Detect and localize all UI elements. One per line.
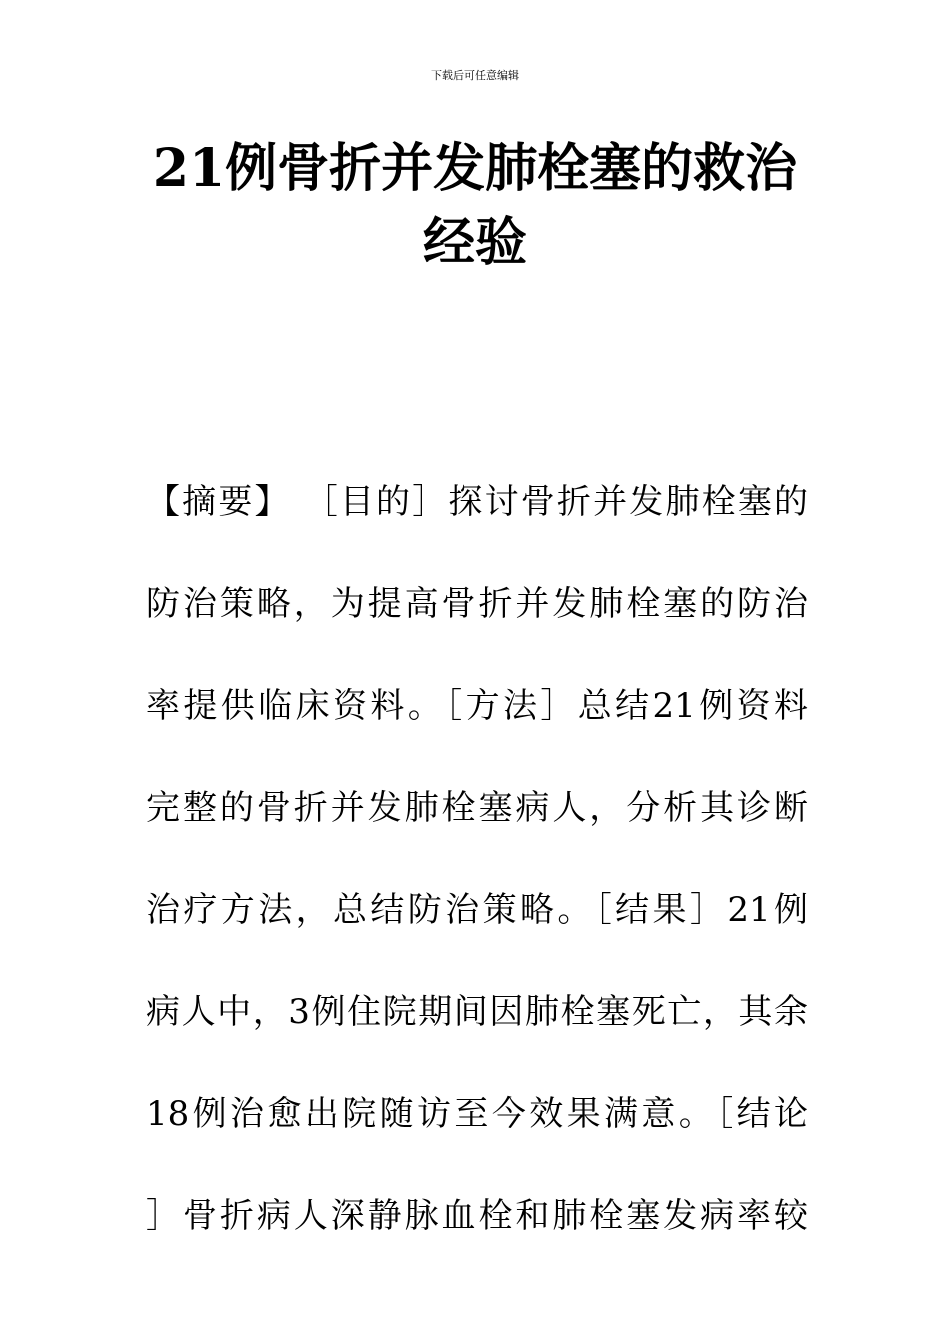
abstract-line: 病人中，3例住院期间因肺栓塞死亡，其余 [146,992,808,1032]
abstract-body [146,470,808,1286]
abstract-line: 18例治愈出院随访至今效果满意。［结论 [146,1094,808,1134]
abstract-line: 率提供临床资料。［方法］总结21例资料 [146,686,808,726]
abstract-line: 治疗方法，总结防治策略。［结果］21例 [146,890,808,930]
document-title: 21例骨折并发肺栓塞的救治经验 [152,138,798,273]
abstract-line: 完整的骨折并发肺栓塞病人，分析其诊断 [146,788,808,828]
header-note: 下载后可任意编辑 [431,69,519,82]
abstract-line: 防治策略，为提高骨折并发肺栓塞的防治 [146,584,808,624]
abstract-line: 【摘要】 ［目的］探讨骨折并发肺栓塞的 [146,482,808,522]
abstract-line: ］骨折病人深静脉血栓和肺栓塞发病率较 [146,1196,808,1236]
